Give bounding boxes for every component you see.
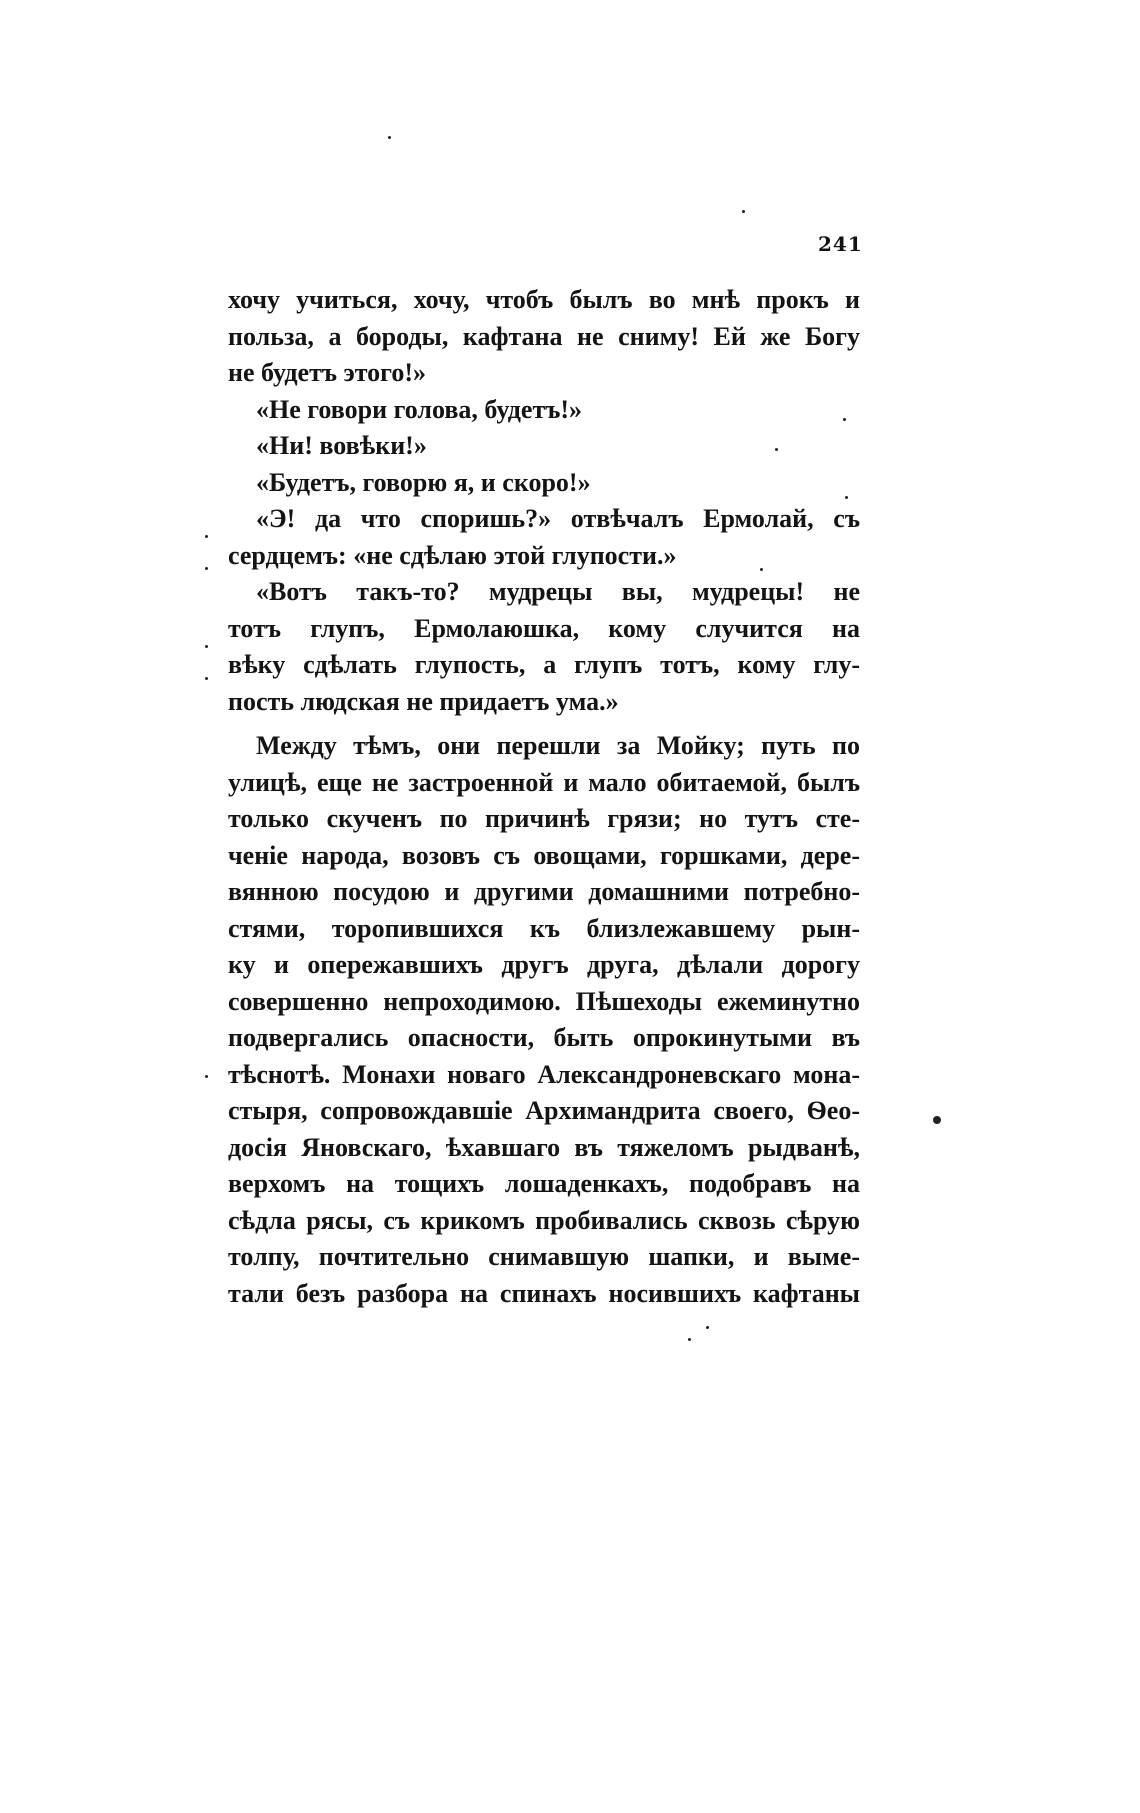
body-text xyxy=(228,282,860,1312)
scan-speck xyxy=(205,677,208,680)
text-line: «Будетъ, говорю я, и скоро!» xyxy=(256,467,591,497)
text-line: «Вотъ такъ-то? мудрецы вы, мудрецы! не xyxy=(256,577,860,606)
text-line: ченіе народа, возовъ съ овощами, горшками, дере- xyxy=(228,840,860,870)
text-line: совершенно непроходимою. Пѣшеходы ежеминутно xyxy=(228,986,860,1016)
scan-speck xyxy=(775,448,778,451)
scan-speck xyxy=(205,1075,208,1078)
text-line: «Э! да что споришь?» отвѣчалъ Ермолай, съ xyxy=(256,504,860,533)
text-line: подвергались опасности, быть опрокинутыми въ xyxy=(228,1023,860,1052)
text-line: улицѣ, еще не застроенной и мало обитаемой, былъ xyxy=(228,767,860,797)
text-line: пость людская не придаетъ ума.» xyxy=(228,686,619,716)
text-line: ку и опережавшихъ другъ друга, дѣлали дорогу xyxy=(228,950,860,979)
text-line: стями, торопившихся къ близлежавшему рын- xyxy=(228,913,860,943)
text-line: Между тѣмъ, они перешли за Мойку; путь по xyxy=(256,731,860,760)
scan-speck xyxy=(706,1326,709,1329)
text-line: сѣдла рясы, съ крикомъ пробивались сквозь сѣрую xyxy=(228,1205,860,1235)
text-line: не будетъ этого!» xyxy=(228,358,426,387)
text-line: тали безъ разбора на спинахъ носившихъ кафтаны xyxy=(228,1278,860,1308)
scan-speck xyxy=(205,645,208,648)
scan-speck xyxy=(205,535,208,538)
text-line: вянною посудою и другими домашними потребно- xyxy=(228,877,860,906)
text-line: досія Яновскаго, ѣхавшаго въ тяжеломъ рыдванѣ, xyxy=(228,1132,860,1162)
scan-speck xyxy=(388,136,391,139)
scan-speck xyxy=(845,496,848,499)
text-line: сердцемъ: «не сдѣлаю этой глупости.» xyxy=(228,540,677,570)
text-line: тѣснотѣ. Монахи новаго Александроневскаго мона- xyxy=(228,1059,860,1089)
scan-speck xyxy=(760,568,763,571)
scan-speck xyxy=(688,1338,691,1341)
text-line: тотъ глупъ, Ермолаюшка, кому случится на xyxy=(228,613,860,643)
page-number: 241 xyxy=(818,232,863,256)
text-line: вѣку сдѣлать глупость, а глупъ тотъ, кому глу- xyxy=(228,650,860,679)
scan-speck xyxy=(742,210,745,213)
text-line: «Ни! вовѣки!» xyxy=(256,431,427,460)
scan-speck xyxy=(933,1116,941,1124)
text-line: только скученъ по причинѣ грязи; но тутъ сте- xyxy=(228,804,860,833)
text-line: «Не говори голова, будетъ!» xyxy=(256,394,583,424)
text-line: толпу, почтительно снимавшую шапки, и выме- xyxy=(228,1242,860,1271)
scan-speck xyxy=(843,418,846,421)
text-line: польза, а бороды, кафтана не сниму! Ей же Богу xyxy=(228,321,860,351)
text-line: стыря, сопровождавшіе Архимандрита своего, Ѳео- xyxy=(228,1096,860,1125)
text-line: хочу учиться, хочу, чтобъ былъ во мнѣ прокъ и xyxy=(228,285,860,314)
text-line: верхомъ на тощихъ лошаденкахъ, подобравъ на xyxy=(228,1169,860,1198)
scan-speck xyxy=(205,567,208,570)
